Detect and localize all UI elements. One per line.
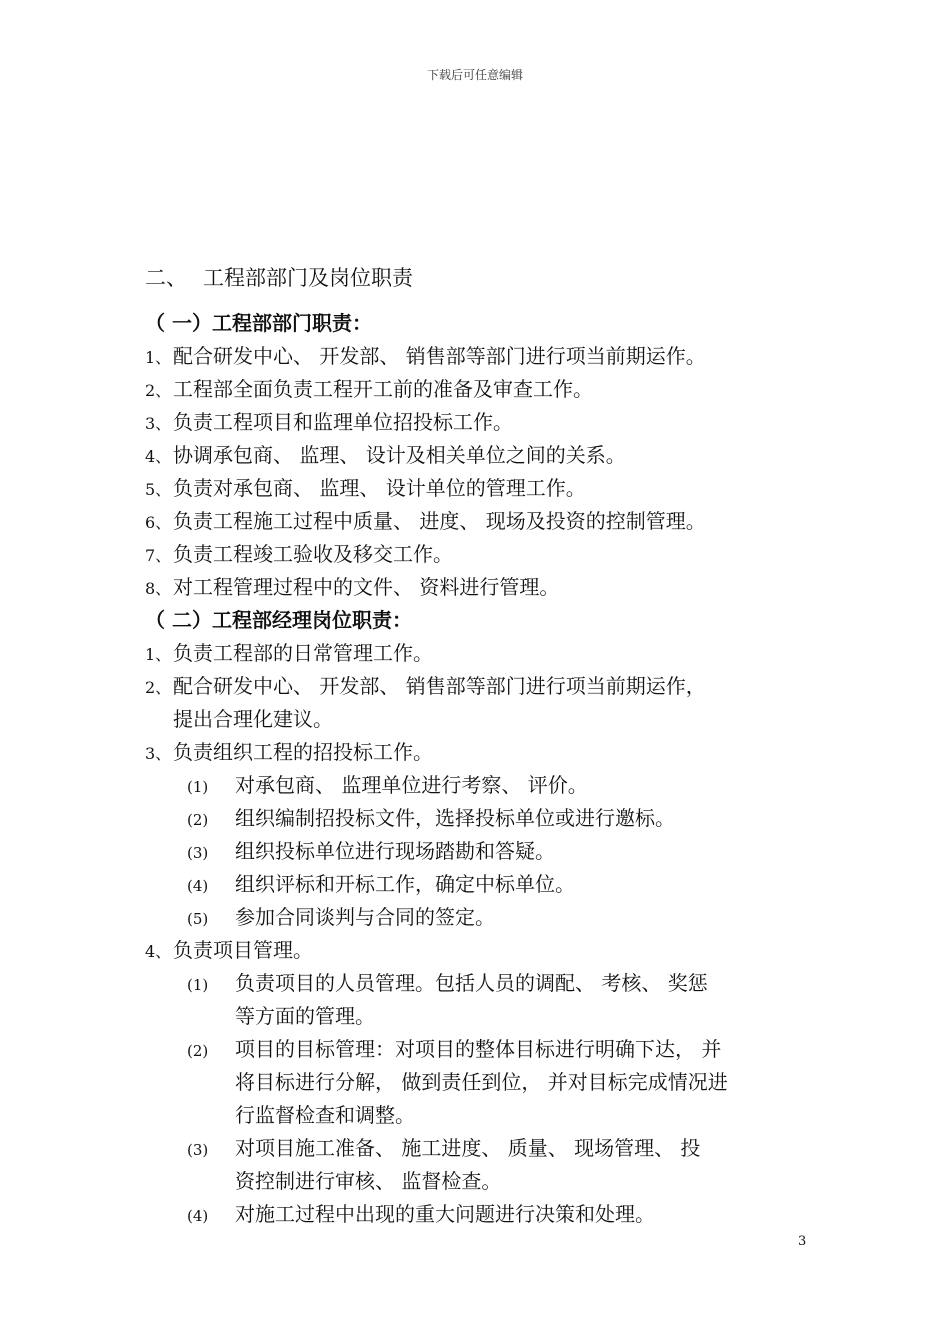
list-item bbox=[145, 505, 810, 538]
list-item bbox=[145, 901, 810, 934]
section-number: 二、 bbox=[145, 266, 187, 290]
list-item-number: 2、 bbox=[145, 678, 172, 697]
line-text: 行监督检查和调整。 bbox=[235, 1103, 415, 1127]
list-item-number: 3、 bbox=[145, 744, 172, 763]
line-text: 组织评标和开标工作，确定中标单位。 bbox=[235, 872, 575, 896]
list-item bbox=[145, 538, 810, 571]
line-text: （ 二）工程部经理岗位职责： bbox=[145, 608, 412, 632]
sub-item-number: (4) bbox=[187, 877, 209, 895]
line-text: 资控制进行审核、 监督检查。 bbox=[235, 1169, 502, 1193]
sub-item-number: (3) bbox=[187, 844, 209, 862]
list-item bbox=[145, 406, 810, 439]
line-text: 协调承包商、 监理、 设计及相关单位之间的关系。 bbox=[173, 443, 626, 467]
line-text: 项目的目标管理：对项目的整体目标进行明确下达， 并 bbox=[235, 1037, 722, 1061]
list-item-number: 5、 bbox=[145, 480, 172, 499]
list-item bbox=[145, 670, 810, 703]
list-item-number: 3、 bbox=[145, 414, 172, 433]
header-note: 下载后可任意编辑 bbox=[426, 68, 523, 82]
list-item bbox=[145, 1000, 810, 1033]
list-item bbox=[145, 1033, 810, 1066]
list-item bbox=[145, 934, 810, 967]
list-item-number: 1、 bbox=[145, 348, 172, 367]
list-item bbox=[145, 736, 810, 769]
list-item bbox=[145, 637, 810, 670]
list-item-number: 2、 bbox=[145, 381, 172, 400]
list-item bbox=[145, 1099, 810, 1132]
sub-item-number: (2) bbox=[187, 811, 209, 829]
line-text: 组织编制招投标文件，选择投标单位或进行邀标。 bbox=[235, 806, 675, 830]
list-item bbox=[145, 373, 810, 406]
line-text: 配合研发中心、 开发部、 销售部等部门进行项当前期运作。 bbox=[173, 344, 706, 368]
line-text: 负责工程施工过程中质量、 进度、 现场及投资的控制管理。 bbox=[173, 509, 706, 533]
sub-item-number: (1) bbox=[187, 778, 209, 796]
list-item bbox=[145, 835, 810, 868]
line-text: 负责项目的人员管理。包括人员的调配、 考核、 奖惩 bbox=[235, 971, 708, 995]
list-item bbox=[145, 571, 810, 604]
line-text: 提出合理化建议。 bbox=[173, 707, 333, 731]
line-text: 对施工过程中出现的重大问题进行决策和处理。 bbox=[235, 1202, 655, 1226]
line-text: 负责对承包商、 监理、 设计单位的管理工作。 bbox=[173, 476, 586, 500]
list-item bbox=[145, 802, 810, 835]
list-item bbox=[145, 1132, 810, 1165]
list-item-number: 1、 bbox=[145, 645, 172, 664]
line-text: 负责项目管理。 bbox=[173, 938, 313, 962]
list-item bbox=[145, 340, 810, 373]
line-text: （ 一）工程部部门职责： bbox=[145, 311, 372, 335]
line-text: 负责工程竣工验收及移交工作。 bbox=[173, 542, 453, 566]
subsection-heading bbox=[145, 307, 810, 340]
line-text: 负责工程部的日常管理工作。 bbox=[173, 641, 433, 665]
list-item bbox=[145, 1198, 810, 1231]
list-item-number: 4、 bbox=[145, 447, 172, 466]
line-text: 工程部全面负责工程开工前的准备及审查工作。 bbox=[173, 377, 593, 401]
list-item bbox=[145, 967, 810, 1000]
line-text: 对项目施工准备、 施工进度、 质量、 现场管理、 投 bbox=[235, 1136, 701, 1160]
line-text: 对承包商、 监理单位进行考察、 评价。 bbox=[235, 773, 588, 797]
list-item-number: 8、 bbox=[145, 579, 172, 598]
line-text: 负责组织工程的招投标工作。 bbox=[173, 740, 433, 764]
sub-item-number: (3) bbox=[187, 1141, 209, 1159]
line-text: 配合研发中心、 开发部、 销售部等部门进行项当前期运作， bbox=[173, 674, 706, 698]
list-item bbox=[145, 868, 810, 901]
sub-item-number: (5) bbox=[187, 910, 209, 928]
list-item bbox=[145, 769, 810, 802]
subsection-heading bbox=[145, 604, 810, 637]
page-number: 3 bbox=[798, 1234, 807, 1249]
list-item bbox=[145, 472, 810, 505]
list-item bbox=[145, 703, 810, 736]
section-title bbox=[145, 262, 413, 292]
sub-item-number: (2) bbox=[187, 1042, 209, 1060]
sub-item-number: (4) bbox=[187, 1207, 209, 1225]
list-item-number: 7、 bbox=[145, 546, 172, 565]
sub-item-number: (1) bbox=[187, 976, 209, 994]
list-item-number: 4、 bbox=[145, 942, 172, 961]
section-title-text: 工程部部门及岗位职责 bbox=[203, 266, 413, 290]
list-item bbox=[145, 1066, 810, 1099]
list-item bbox=[145, 439, 810, 472]
line-text: 将目标进行分解， 做到责任到位， 并对目标完成情况进 bbox=[235, 1070, 728, 1094]
list-item-number: 6、 bbox=[145, 513, 172, 532]
list-item bbox=[145, 1165, 810, 1198]
line-text: 参加合同谈判与合同的签定。 bbox=[235, 905, 495, 929]
line-text: 组织投标单位进行现场踏勘和答疑。 bbox=[235, 839, 555, 863]
line-text: 负责工程项目和监理单位招投标工作。 bbox=[173, 410, 513, 434]
line-text: 等方面的管理。 bbox=[235, 1004, 375, 1028]
line-text: 对工程管理过程中的文件、 资料进行管理。 bbox=[173, 575, 560, 599]
document-body bbox=[145, 307, 810, 1231]
